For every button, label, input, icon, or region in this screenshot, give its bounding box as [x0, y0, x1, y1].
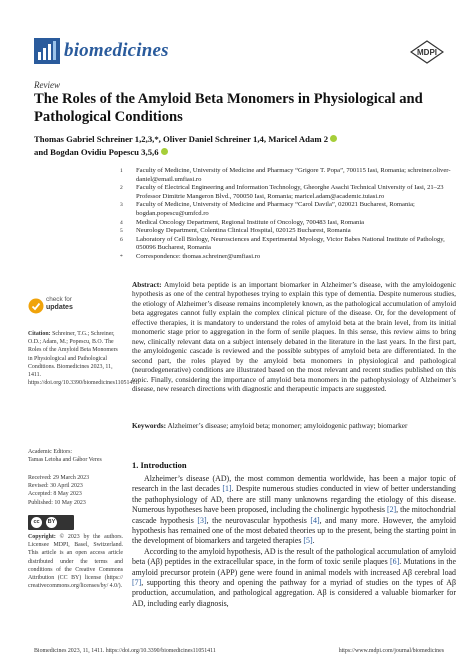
- editors-label: Academic Editors:: [28, 449, 73, 455]
- copyright-text: © 2023 by the authors. Licensee MDPI, Basel, Switzerland. This article is an open access article distributed under the terms and conditions of the Creative Commons Attribution (CC BY) license (https:// creativecommons.org/licenses/by/ 4.0/).: [28, 534, 123, 590]
- citation-label: Citation:: [28, 331, 51, 337]
- paragraph: According to the amyloid hypothesis, AD is the result of the pathological accumulation of amyloid beta (Aβ) peptides in the extracellular space, in the form of toxic senile plaques [6]. Mutations in the amyloid precursor protein (APP) gene were found in animal models with increased Aβ cerebral load [7], supporting this theory and opening the pathway for a myriad of studies on the types of Aβ production, accumulation, and pathological aggregation. Aβ is considered a valuable biomarker for AD, including early diagnosis,: [132, 546, 457, 608]
- authors-line-2: and Bogdan Ovidiu Popescu 3,5,6: [34, 147, 159, 157]
- citation-link[interactable]: [2]: [386, 505, 397, 515]
- published-date: Published: 10 May 2023: [28, 499, 86, 506]
- keywords-text: Alzheimer’s disease; amyloid beta; monomer; amyloidogenic pathway; biomarker: [167, 421, 408, 430]
- orcid-icon[interactable]: [330, 135, 337, 142]
- correspondence[interactable]: * Correspondence: thomas.schreiner@umfiasi.ro: [120, 252, 261, 260]
- citation-block: [28, 330, 139, 387]
- citation-link[interactable]: [4]: [310, 515, 320, 525]
- by-icon: BY: [46, 517, 57, 528]
- mdpi-logo-icon[interactable]: [410, 40, 444, 64]
- abstract-text: Amyloid beta peptide is an important biomarker in Alzheimer’s disease, with the amyloidogenic hypothesis as one of the central hypotheses trying to explain this type of dementia. Despite numerous studies, the etiology of Alzheimer’s disease remains incompletely known, as the pathological accumulation of amyloid beta aggregates cannot fully explain the complex clinical picture of the disease. Or, for the development of effective therapies, it is mandatory to understand the roles of amyloid beta at the brain level, from its initial monomeric stage prior to aggregation in the form of senile plaques. In this sense, this review aims to bring new, clinically relevant data on a subject intensely debated in the literature in the last years. In the first part, the amyloidogenic cascade is reviewed and the possible subtypes of amyloid beta are differentiated. In the second part, the roles played by the amyloid beta monomers in physiological and pathological (neurodegenerative) conditions are illustrated based on the most relevant and recent studies published on this topic. Finally, considering the importance of amyloid beta monomers in the pathophysiology of Alzheimer’s disease, new research directions with diagnostic and therapeutic impacts are suggested.: [132, 280, 457, 393]
- accepted-date: Accepted: 8 May 2023: [28, 491, 82, 498]
- affiliation-item: 1 Faculty of Medicine, University of Medicine and Pharmacy “Grigore T. Popa”, 700115 Iasi, Romania; schreiner.oliver-daniel@email.umfiasi.ro: [120, 167, 451, 183]
- affiliation-item: 5 Neurology Department, Colentina Clinical Hospital, 020125 Bucharest, Romania: [120, 227, 351, 235]
- article-title: The Roles of the Amyloid Beta Monomers in Physiological and Pathological Conditions: [34, 91, 423, 125]
- keywords-label: Keywords:: [132, 421, 167, 430]
- orcid-icon[interactable]: [161, 148, 168, 155]
- citation-link[interactable]: [1]: [222, 484, 232, 494]
- affiliation-item: 3 Faculty of Medicine, University of Medicine and Pharmacy “Carol Davila”, 020021 Bucharest, Romania; bogdan.popescu@umfcd.ro: [120, 201, 415, 217]
- check-for-updates-button[interactable]: [28, 296, 72, 326]
- citation-text[interactable]: Schreiner, T.G.; Schreiner, O.D.; Adam, M.; Popescu, B.O. The Roles of the Amyloid Beta Monomers in Physiological and Pathological Conditions. Biomedicines 2023, 11, 1411. https://doi.org/10.3390/biomedicines11051411: [28, 331, 139, 387]
- copyright-block: [28, 533, 123, 590]
- journal-logo-icon: [34, 38, 60, 64]
- publisher-name: MDPI: [417, 48, 437, 57]
- introduction-text: [132, 474, 456, 609]
- citation-link[interactable]: [6]: [390, 557, 400, 567]
- check-updates-icon: [28, 298, 44, 314]
- citation-link[interactable]: [3]: [197, 515, 207, 525]
- section-heading: 1. Introduction: [132, 460, 187, 470]
- citation-link[interactable]: [5]: [303, 536, 313, 546]
- cc-icon: cc: [31, 517, 42, 528]
- paragraph: Alzheimer’s disease (AD), the most common dementia worldwide, has been a major topic of research in the last decades [1]. Despite numerous studies conducted in view of better understanding the pathophysiology of AD, there are still many unknowns regarding the etiology of this disease. Numerous hypotheses have been proposed, including the cholinergic hypothesis [2], the mitochondrial cascade hypothesis [3], the neurovascular hypothesis [4], and many more. However, the amyloid hypothesis has remained one of the most debated theories up to the present, being the starting point in the development of biomarkers and targeted therapies [5].: [132, 474, 457, 546]
- publication-dates: [28, 474, 123, 507]
- affiliation-item: 4 Medical Oncology Department, Regional Institute of Oncology, 700483 Iasi, Romania: [120, 218, 365, 226]
- journal-name[interactable]: biomedicines: [64, 40, 169, 61]
- affiliation-item: 2 Faculty of Electrical Engineering and Information Technology, Gheorghe Asachi Technical University of Iasi, 21–23 Professor Dimitrie Mangeron Blvd., 700050 Iasi, Romania; maricel.adam@academic.tuiasi.ro: [120, 184, 444, 200]
- footer-doi[interactable]: Biomedicines 2023, 11, 1411. https://doi.org/10.3390/biomedicines11051411: [34, 648, 216, 654]
- cc-by-license-icon[interactable]: [28, 515, 74, 530]
- revised-date: Revised: 30 April 2023: [28, 483, 83, 490]
- abstract: [132, 280, 456, 393]
- check-label: check for: [46, 296, 72, 303]
- abstract-label: Abstract:: [132, 280, 162, 289]
- author-list: [34, 133, 454, 159]
- journal-header: [34, 38, 444, 68]
- received-date: Received: 29 March 2023: [28, 475, 90, 481]
- citation-link[interactable]: [7]: [132, 578, 142, 588]
- affiliations: [120, 167, 460, 262]
- academic-editors: [28, 448, 123, 464]
- updates-label: updates: [46, 303, 73, 311]
- copyright-label: Copyright:: [28, 534, 56, 540]
- footer-journal-url[interactable]: https://www.mdpi.com/journal/biomedicines: [338, 648, 444, 654]
- editors-names: Tamas Letoha and Gábor Veres: [28, 457, 102, 464]
- article-type: Review: [34, 80, 60, 90]
- authors-line-1: Thomas Gabriel Schreiner 1,2,3,*, Oliver Daniel Schreiner 1,4, Maricel Adam 2: [34, 134, 329, 144]
- keywords: [132, 421, 456, 431]
- affiliation-item: 6 Laboratory of Cell Biology, Neurosciences and Experimental Myology, Victor Babes National Institute of Pathology, 050096 Bucharest, Romania: [120, 235, 445, 252]
